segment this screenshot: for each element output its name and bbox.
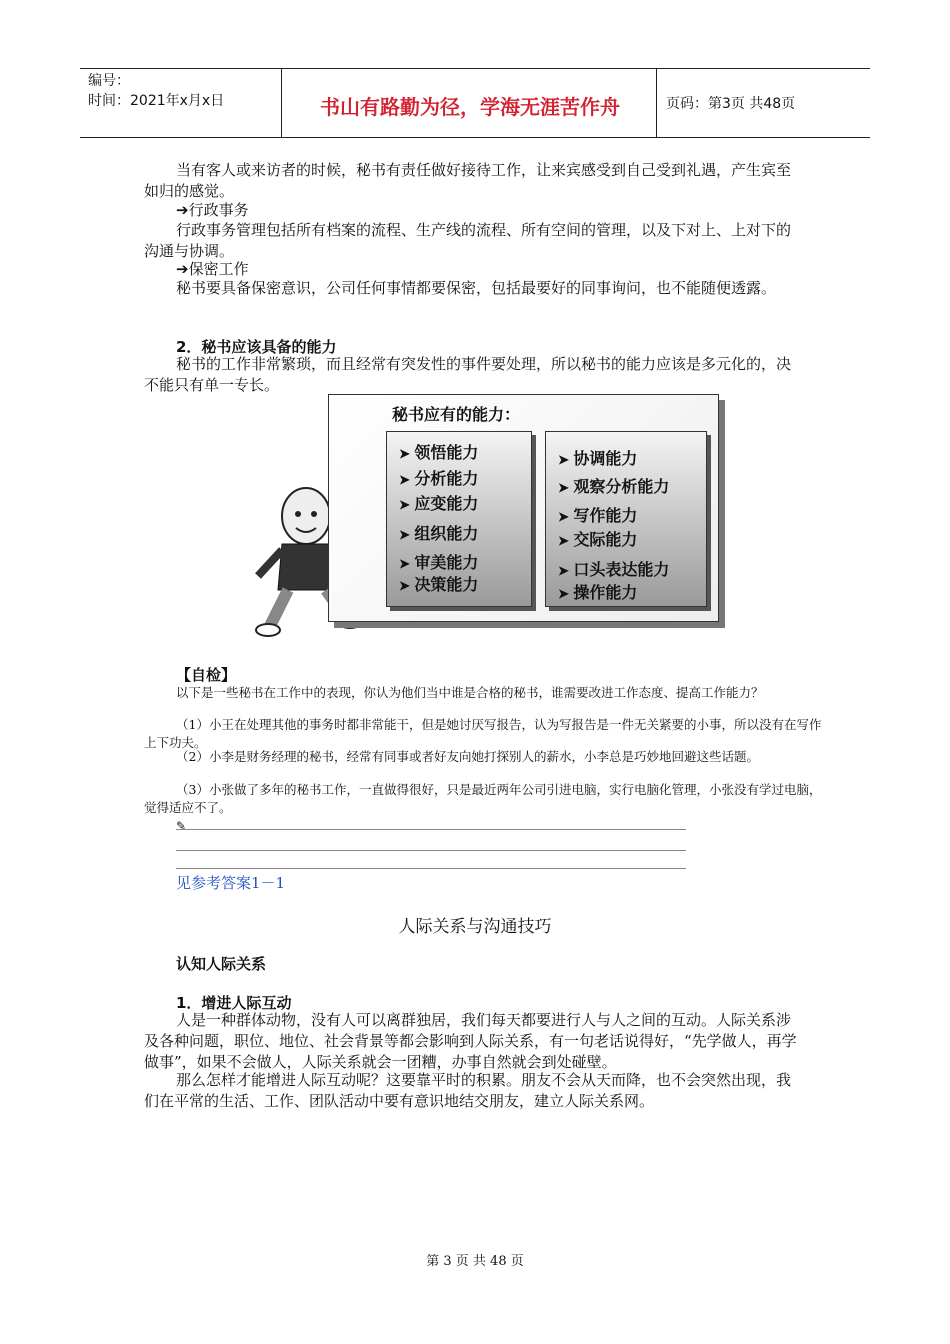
ability-item: ➤ 组织能力 [399, 521, 478, 544]
answer-line [176, 829, 686, 830]
paragraph: 人是一种群体动物，没有人可以离群独居，我们每天都要进行人与人之间的互动。人际关系涉及各种问题，职位、地位、社会背景等都会影响到人际关系，有一句老话说得好，“先学做人，再学做事”，如果不会做人，人际关系就会一团糟，办事自然就会到处碰壁。 [144, 1011, 797, 1071]
selfcheck-intro: 以下是一些秘书在工作中的表现，你认为他们当中谁是合格的秘书，谁需要改进工作态度、提高工作能力？ [176, 685, 764, 700]
selfcheck-question: （2）小李是财务经理的秘书，经常有同事或者好友向她打探别人的薪水，小李总是巧妙地回避这些话题。 [176, 749, 759, 764]
header-divider [656, 69, 657, 137]
pencil-icon: ✎ [176, 819, 187, 833]
ability-item: ➤ 观察分析能力 [558, 474, 669, 497]
paragraph: 秘书要具备保密意识，公司任何事情都要保密，包括最要好的同事询问，也不能随便透露。 [176, 279, 777, 297]
abilities-box-right [545, 431, 707, 607]
number-label: 编号： [88, 73, 130, 89]
paragraph: 秘书的工作非常繁琐，而且经常有突发性的事件要处理，所以秘书的能力应该是多元化的，决不能只有单一专长。 [144, 355, 792, 394]
ability-item: ➤ 写作能力 [558, 503, 637, 526]
header-divider [281, 69, 282, 137]
page-header [80, 68, 870, 138]
subsection-heading: 1．增进人际互动 [176, 994, 292, 1012]
secret-heading: ➔保密工作 [176, 260, 249, 278]
section-subtitle: 认知人际关系 [176, 955, 267, 973]
ability-item: ➤ 审美能力 [399, 550, 478, 573]
ability-item: ➤ 交际能力 [558, 527, 637, 550]
header-page-label: 页码：第3页 共48页 [666, 96, 796, 112]
admin-heading: ➔行政事务 [176, 201, 249, 219]
ability-item: ➤ 协调能力 [558, 446, 637, 469]
ability-item: ➤ 决策能力 [399, 572, 478, 595]
ability-item: ➤ 领悟能力 [399, 440, 478, 463]
ability-item: ➤ 操作能力 [558, 580, 637, 603]
answer-line [176, 850, 686, 851]
paragraph: 当有客人或来访者的时候，秘书有责任做好接待工作，让来宾感受到自己受到礼遇，产生宾至如归的感觉。 [144, 161, 792, 200]
figure-title: 秘书应有的能力： [392, 405, 521, 424]
header-motto: 书山有路勤为径，学海无涯苦作舟 [320, 95, 620, 119]
selfcheck-question: （3）小张做了多年的秘书工作，一直做得很好，只是最近两年公司引进电脑，实行电脑化管理，小张没有学过电脑，觉得适应不了。 [144, 782, 822, 815]
abilities-box-left [386, 431, 532, 607]
paragraph: 那么怎样才能增进人际互动呢？这要靠平时的积累。朋友不会从天而降，也不会突然出现，我们在平常的生活、工作、团队活动中要有意识地结交朋友，建立人际关系网。 [144, 1071, 792, 1110]
answer-reference-link[interactable]: 见参考答案1－1 [176, 874, 286, 892]
ability-item: ➤ 应变能力 [399, 491, 478, 514]
paragraph: 行政事务管理包括所有档案的流程、生产线的流程、所有空间的管理，以及下对上、上对下的沟通与协调。 [144, 221, 792, 260]
answer-line [176, 868, 686, 869]
page-footer: 第 3 页 共 48 页 [426, 1254, 524, 1269]
section-heading: 2．秘书应该具备的能力 [176, 338, 337, 356]
date-label: 时间：2021年x月x日 [88, 93, 225, 109]
selfcheck-question: （1）小王在处理其他的事务时都非常能干，但是她讨厌写报告，认为写报告是一件无关紧要的小事，所以没有在写作上下功夫。 [144, 717, 822, 750]
section-title: 人际关系与沟通技巧 [398, 917, 552, 937]
header-meta [88, 71, 224, 111]
ability-item: ➤ 分析能力 [399, 466, 478, 489]
selfcheck-title: 【自检】 [176, 666, 237, 684]
ability-item: ➤ 口头表达能力 [558, 557, 669, 580]
